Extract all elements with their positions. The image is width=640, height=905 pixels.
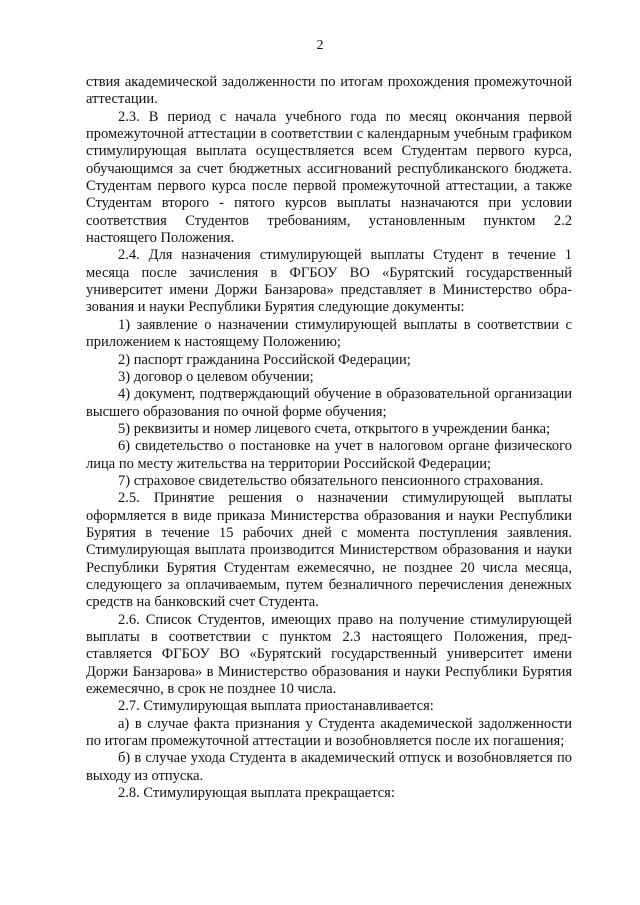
list-item-5: 5) реквизиты и номер лицевого счета, открытого в учреждении банка;	[118, 420, 551, 437]
list-item-a: а) в случае факта признания у Студента академической задолженности по итогам промежуточной аттестации и возобновляется после их погашения;	[86, 715, 572, 750]
list-item-7: 7) страховое свидетельство обязательного пенсионного страхования.	[118, 472, 544, 489]
page-number: 2	[316, 38, 324, 53]
paragraph-2-5: 2.5. Принятие решения о назначении стимулирующей выплаты оформляется в виде приказа Министерства образования и науки Республики Бурятия в течение 15 рабочих дней с момента поступления заявления. Стимулирующая выплата производится Министерством образования и науки Республики Бурятия Студентам ежемесячно, не позднее 20 числа месяца, следующего за оплачиваемым, путем безналичного перечисления денежных средств на банковский счет Студента.	[86, 490, 572, 611]
list-item-6: 6) свидетельство о постановке на учет в налоговом органе физического лица по месту жительства на территории Российской Федерации;	[86, 438, 572, 472]
paragraph-2-4: 2.4. Для назначения стимулирующей выплаты Студент в течение 1 месяца после зачисления в ФГБОУ ВО «Бурятский государственный университет имени Доржи Банзарова» представляет в Министерство образования и науки Республики Бурятия следующие документы:	[86, 247, 572, 316]
paragraph-2-6: 2.6. Список Студентов, имеющих право на получение стимулирующей выплаты в соответствии с пунктом 2.3 настоящего Положения, представляется ФГБОУ ВО «Бурятский государственный университет имени Доржи Банзарова» в Министерство образования и науки Республики Бурятия ежемесячно, в срок не позднее 10 числа.	[86, 611, 572, 698]
list-item-b: б) в случае ухода Студента в академический отпуск и возобновляется по выходу из отпуска.	[86, 750, 572, 784]
list-item-2: 2) паспорт гражданина Российской Федерации;	[118, 351, 411, 368]
paragraph-continuation: ствия академической задолженности по итогам прохождения промежуточной аттестации.	[86, 74, 572, 108]
paragraph-2-3: 2.3. В период с начала учебного года по месяц окончания первой промежуточной аттестации в соответствии с календарным учебным графиком стимулирующая выплата осуществляется всем Студентам первого курса, обучающимся за счет бюджетных ассигнований республиканского бюджета. Студентам первого курса после первой промежуточной аттестации, а также Студентам второго - пятого курсов выплаты назначаются при условии соответствия Студентов требованиям, установленным пунктом 2.2 настоящего Положения.	[86, 108, 572, 247]
list-item-4: 4) документ, подтверждающий обучение в образовательной организации высшего образования по очной форме обучения;	[86, 386, 572, 420]
paragraph-2-8: 2.8. Стимулирующая выплата прекращается:	[118, 785, 395, 802]
document-body	[86, 74, 572, 802]
list-item-1: 1) заявление о назначении стимулирующей выплаты в соответствии с приложением к настоящему Положению;	[86, 316, 572, 351]
paragraph-2-7: 2.7. Стимулирующая выплата приостанавливается:	[118, 698, 434, 715]
list-item-3: 3) договор о целевом обучении;	[118, 368, 314, 385]
